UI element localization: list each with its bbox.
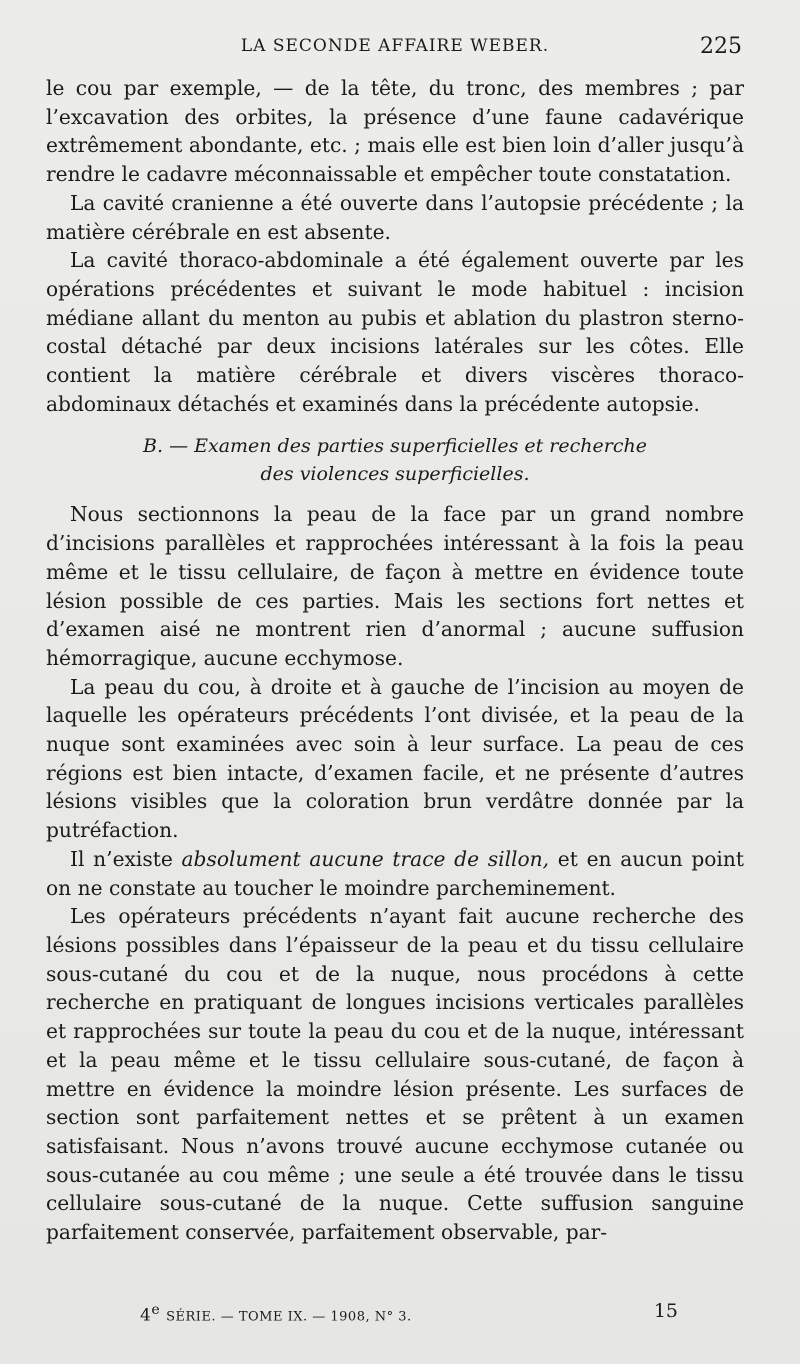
- paragraph-face-skin: Nous sectionnons la peau de la face par un grand nombre d’incisions parallèles et rapprochées intéressant à la fois la peau même et le tissu cellulaire, de façon à mettre en évidence toute lésion possible de ces parties. Mais les sections fort nettes et d’examen aisé ne montrent rien d’anormal ; aucune suffusion hémorragique, aucune ecchymose.: [46, 502, 744, 670]
- no-furrow-emphasis: absolument aucune trace de sillon,: [181, 846, 550, 871]
- page-header: [48, 34, 742, 60]
- series-number: 4: [140, 1305, 152, 1326]
- section-heading-line-2: des violences superficielles.: [260, 463, 530, 486]
- section-heading-line-1: B. — Examen des parties superficielles et recherche: [143, 435, 647, 458]
- paragraph-cranial-cavity: La cavité cranienne a été ouverte dans l’autopsie précédente ; la matière cérébrale en est absente.: [46, 190, 744, 244]
- page-number: 225: [700, 34, 742, 59]
- series-superscript: e: [151, 1302, 161, 1318]
- paragraph-thoraco-abdominal-cavity: La cavité thoraco-abdominale a été également ouverte par les opérations précédentes et suivant le mode habituel : incision médiane allant du menton au pubis et ablation du plastron sterno-costal détaché par deux incisions latérales sur les côtes. Elle contient la matière cérébrale et divers viscères thoraco-abdominaux détachés et examinés dans la précédente autopsie.: [46, 248, 744, 416]
- paragraph-neck-skin: La peau du cou, à droite et à gauche de l’incision au moyen de laquelle les opérateurs précédents l’ont divisée, et la peau de la nuque sont examinées avec soin à leur surface. La peau de ces régions est bien intacte, d’examen facile, et ne présente d’autres lésions visibles que la coloration brun verdâtre donnée par la putréfaction.: [46, 674, 744, 843]
- paragraph-no-furrow: [46, 845, 744, 902]
- footer-series: [140, 1302, 412, 1326]
- no-furrow-text-before: Il n’existe: [70, 846, 182, 871]
- section-heading-b: [46, 432, 744, 488]
- signature-mark: 15: [653, 1300, 678, 1322]
- body-text: [46, 74, 744, 1247]
- paragraph-subcutaneous-search: Les opérateurs précédents n’ayant fait aucune recherche des lésions possibles dans l’épaisseur de la peau et du tissu cellulaire sous-cutané du cou et de la nuque, nous procédons à cette recherche en pratiquant de longues incisions verticales parallèles et rapprochées sur toute la peau du cou et de la nuque, intéressant et la peau même et le tissu cellulaire sous-cutané, de façon à mettre en évidence la moindre lésion présente. Les surfaces de section sont parfaitement nettes et se prêtent à un examen satisfaisant. Nous n’avons trouvé aucune ecchymose cutanée ou sous-cutanée au cou même ; une seule a été trouvée dans le tissu cellulaire sous-cutané de la nuque. Cette suffusion sanguine parfaitement conservée, parfaitement observable, par-: [46, 904, 744, 1245]
- page-footer: [140, 1300, 700, 1330]
- no-furrow-text-after: et en aucun point on ne constate au toucher le moindre parcheminement.: [46, 846, 744, 900]
- series-details: SÉRIE. — TOME IX. — 1908, N° 3.: [166, 1309, 412, 1325]
- running-title: LA SECONDE AFFAIRE WEBER.: [240, 36, 550, 56]
- paragraph-continuation: le cou par exemple, — de la tête, du tronc, des membres ; par l’excavation des orbites, la présence d’une faune cadavérique extrêmement abondante, etc. ; mais elle est bien loin d’aller jusqu’à rendre le cadavre méconnaissable et empêcher toute constatation.: [46, 76, 744, 187]
